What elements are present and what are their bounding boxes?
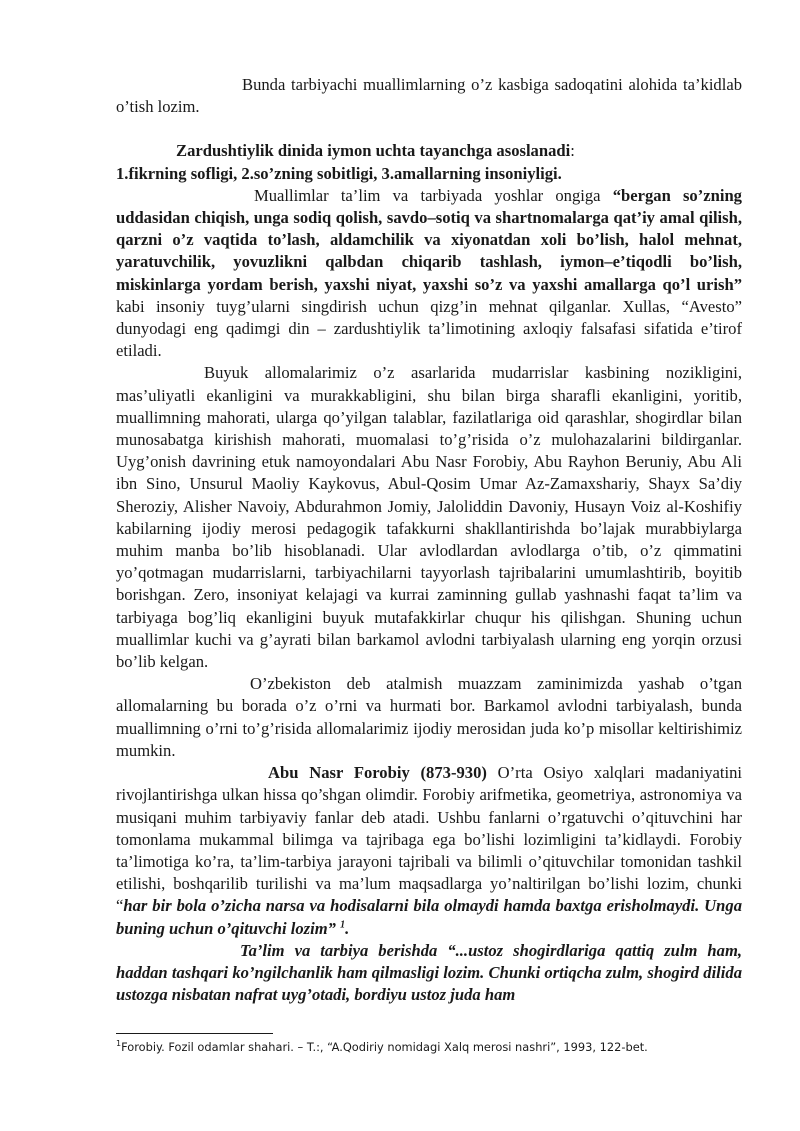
document-body (116, 74, 742, 1006)
paragraph-gap (116, 118, 742, 140)
section-heading-list: 1.fikrning sofligi, 2.so’zning sobitligi, 3.amallarning insoniyligi. (116, 163, 562, 183)
footnote-separator (116, 1033, 273, 1034)
paragraph-talim-quote: Ta’lim va tarbiya berishda “...ustoz shogirdlariga qattiq zulm ham, haddan tashqari ko’ngilchanlik ham qilmasligi lozim. Chunki ortiqcha zulm, shogird dilida ustozga nisbatan nafrat uyg’otadi, bordiyu ustoz juda ham (116, 940, 742, 1005)
section-heading: Zardushtiylik dinida iymon uchta tayanchga asoslanadi: (176, 141, 575, 161)
footnote-reference: 1 (340, 918, 346, 930)
paragraph-forobiy: Abu Nasr Forobiy (873-930) O’rta Osiyo xalqlari madaniyatini rivojlantirishga ulkan hissa qo’shgan olimdir. Forobiy arifmetika, geometriya, astronomiya va musiqani muhim tarbiyaviy fanlar deb atadi. Ushbu fanlarni o’rgatuvchi o’qituvchini har tomonlama mukammal bilimga va tajribaga ega bo’lishi lozimligini ta’kidlaydi. Forobiy ta’limotiga ko’ra, ta’lim-tarbiya jarayoni tajribali va bilimli o’qituvchilar tomonidan tashkil etilishi, boshqarilib turilishi va ma’lum maqsadlarga yo’naltirilgan bo’lishi lozim, chunki “har bir bola o’zicha narsa va hodisalarni bila olmaydi hamda baxtga erisholmaydi. Unga buning uchun o’qituvchi lozim” $^1$. (116, 763, 742, 938)
paragraph-uzbekistan: O’zbekiston deb atalmish muazzam zaminimizda yashab o’tgan allomalarning bu borada o’z o’rni va hurmati bor. Barkamol avlodni tarbiyalash, bunda muallimning o’rni to’g’risida allomalarimiz ijodiy merosidan juda ko’p misollar keltirishimiz mumkin. (116, 674, 742, 760)
paragraph-intro: Bunda tarbiyachi muallimlarning o’z kasbiga sadoqatini alohida ta’kidlab o’tish lozim. (116, 75, 742, 117)
footnote-text: Forobiy. Fozil odamlar shahari. – T.:, “A.Qodiriy nomidagi Xalq merosi nashri”, 1993, 122-bet. (121, 1040, 648, 1054)
paragraph-teachers: Muallimlar ta’lim va tarbiyada yoshlar ongiga “bergan so’zning uddasidan chiqish, unga sodiq qolish, savdo–sotiq va shartnomalarga qat’iy amal qilish, qarzni o’z vaqtida to’lash, aldamchilik va xiyonatdan xoli bo’lish, halol mehnat, yaratuvchilik, yovuzlikni qalbdan chiqarib tashlash, iymon–e’tiqodli bo’lish, miskinlarga yordam berish, yaxshi niyat, yaxshi so’z va yaxshi amallarga qo’l urish” kabi insoniy tuyg’ularni singdirish uchun qizg’in mehnat qilganlar. Xullas, “Avesto” dunyodagi eng qadimgi din – zardushtiylik ta’limotining axloqiy falsafasi sifatida e’tirof etiladi. (116, 185, 742, 361)
footnote-marker: 1 (116, 1039, 122, 1049)
paragraph-scholars: Buyuk allomalarimiz o’z asarlarida mudarrislar kasbining nozikligini, mas’uliyatli ekanligini va murakkabligini, shu bilan birga sharafli ekanligini, yoritib, muallimning mahorati, ularga qo’yilgan talablar, fazilatlariga oid qarashlar, shogirdlar bilan munosabatga kirishish mahorati, muomalasi to’g’risida o’z mulohazalarini bildirganlar. Uyg’onish davrining etuk namoyondalari Abu Nasr Forobiy, Abu Rayhon Beruniy, Abu Ali ibn Sino, Unsurul Maoliy Kaykovus, Abul-Qosim Umar Az-Zamaxshariy, Shayx Sa’diy Sheroziy, Alisher Navoiy, Abdurahmon Jomiy, Jaloliddin Davoniy, Husayn Voiz al-Koshifiy kabilarning ijodiy merosi pedagogik tafakkurni shakllantirishda bo’lajak murabbiylarga muhim manba bo’lib hisoblanadi. Ular avlodlardan avlodlarga o’tib, o’z qimmatini yo’qotmagan mudarrislarni, tarbiyachilarni tayyorlash tajribalarini umumlashtirib, boyitib borishgan. Zero, insoniyat kelajagi va kurrai zaminning gullab yashnashi faqat ta’lim va tarbiyaga bog’liq ekanligini buyuk mutafakkirlar chuqur his qilishgan. Shuning uchun muallimlar kuchi va g’ayrati bilan barkamol avlodni tarbiyalash ularning eng yorqin orzusi bo’lib kelgan. (116, 363, 742, 672)
footnote (116, 1040, 742, 1055)
